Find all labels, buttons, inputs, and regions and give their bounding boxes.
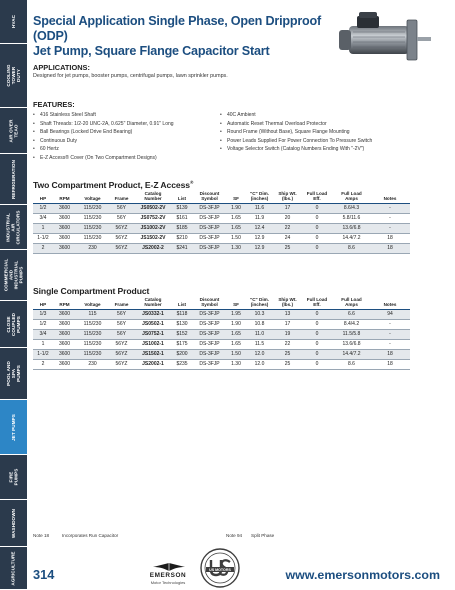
table-row <box>33 213 410 223</box>
cell-rpm: 3600 <box>53 359 76 369</box>
two-compartment-table <box>33 191 410 254</box>
cell-notes: 18 <box>370 349 410 359</box>
cell-c-dim: 12.0 <box>245 349 274 359</box>
cell-catalog-number: JS1002-2V <box>134 223 172 233</box>
cell-full-load-amps: 13.6/6.8 <box>333 223 370 233</box>
col-header-sf: SF <box>227 191 245 203</box>
cell-full-load-amps: 8.6 <box>333 359 370 369</box>
cell-list-price: $152 <box>172 329 192 339</box>
cell-voltage: 115/230 <box>76 349 109 359</box>
col-header-frame: Frame <box>109 297 134 309</box>
col-header-full-load-eff: Full Load Eff. <box>301 297 333 309</box>
two-compartment-heading <box>33 180 193 190</box>
cell-c-dim: 10.3 <box>245 309 274 319</box>
cell-ship-wt: 13 <box>274 309 301 319</box>
sidebar-tab-label: HVAC <box>11 14 16 29</box>
cell-hp: 1 <box>33 223 53 233</box>
table-row <box>33 309 410 319</box>
cell-c-dim: 11.9 <box>245 213 274 223</box>
col-header-discount: Discount Symbol <box>192 297 227 309</box>
note-18-text: Incorporates Run Capacitor <box>62 533 119 538</box>
cell-list-price: $210 <box>172 233 192 243</box>
cell-c-dim: 12.9 <box>245 233 274 243</box>
cell-notes: 18 <box>370 243 410 253</box>
cell-hp: 3/4 <box>33 329 53 339</box>
cell-notes: - <box>370 213 410 223</box>
cell-full-load-amps: 14.4/7.2 <box>333 233 370 243</box>
sidebar-tab-fire-pumps[interactable] <box>0 455 27 500</box>
cell-full-load-eff: 0 <box>301 203 333 213</box>
cell-frame: 56YZ <box>109 243 134 253</box>
cell-rpm: 3600 <box>53 233 76 243</box>
cell-full-load-eff: 0 <box>301 213 333 223</box>
cell-sf: 1.65 <box>227 339 245 349</box>
cell-discount-symbol: DS-3FJP <box>192 339 227 349</box>
features-heading: FEATURES: <box>33 100 75 109</box>
sidebar-tab-commercial-and-industrial-pumps[interactable] <box>0 250 27 301</box>
table-row <box>33 319 410 329</box>
cell-list-price: $241 <box>172 243 192 253</box>
page-number: 314 <box>33 567 55 582</box>
title-line-2: Jet Pump, Square Flange Capacitor Start <box>33 44 270 58</box>
brand-name: EMERSON <box>149 572 187 579</box>
col-header-rpm: RPM <box>53 191 76 203</box>
table-row <box>33 359 410 369</box>
cell-full-load-amps: 6.6 <box>333 309 370 319</box>
cell-rpm: 3600 <box>53 223 76 233</box>
cell-full-load-eff: 0 <box>301 359 333 369</box>
cell-hp: 2 <box>33 359 53 369</box>
cell-sf: 1.30 <box>227 359 245 369</box>
col-header-discount: Discount Symbol <box>192 191 227 203</box>
feature-item: • E-Z Access® Cover (On Two Compartment Designs) <box>33 154 174 163</box>
table-header-row <box>33 297 410 309</box>
cell-discount-symbol: DS-3FJP <box>192 233 227 243</box>
sidebar-tab-label: JET PUMPS <box>11 413 16 441</box>
cell-list-price: $175 <box>172 339 192 349</box>
col-header-c-dim: "C" Dim. (inches) <box>245 297 274 309</box>
cell-ship-wt: 22 <box>274 339 301 349</box>
feature-item: • 40C Ambient <box>220 111 372 120</box>
cell-frame: 56Y <box>109 213 134 223</box>
col-header-ship-wt: Ship Wt. (lbs.) <box>274 297 301 309</box>
col-header-catalog: Catalog Number <box>134 297 172 309</box>
cell-catalog-number: JS2002-2 <box>134 243 172 253</box>
table-row <box>33 203 410 213</box>
cell-c-dim: 12.4 <box>245 223 274 233</box>
col-header-ship-wt: Ship Wt. (lbs.) <box>274 191 301 203</box>
feature-item: • 60 Hertz <box>33 145 174 154</box>
cell-notes: 94 <box>370 309 410 319</box>
table-row <box>33 339 410 349</box>
cell-ship-wt: 25 <box>274 349 301 359</box>
col-header-list: List <box>172 297 192 309</box>
cell-catalog-number: JS1502-2V <box>134 233 172 243</box>
feature-item: • Ball Bearings (Locked Drive End Bearing) <box>33 128 174 137</box>
col-header-sf: SF <box>227 297 245 309</box>
cell-voltage: 115 <box>76 309 109 319</box>
cell-full-load-eff: 0 <box>301 223 333 233</box>
cell-sf: 1.90 <box>227 203 245 213</box>
cell-hp: 2 <box>33 243 53 253</box>
cell-full-load-eff: 0 <box>301 349 333 359</box>
cell-rpm: 3600 <box>53 349 76 359</box>
sidebar-tab-agriculture[interactable] <box>0 547 27 590</box>
cell-rpm: 3600 <box>53 329 76 339</box>
feature-item: • Round Frame (Without Base), Square Flange Mounting <box>220 128 372 137</box>
cell-discount-symbol: DS-3FJP <box>192 203 227 213</box>
cell-hp: 1/2 <box>33 319 53 329</box>
feature-item: • Shaft Threads: 1/2-20 UNC-2A, 0.625" Diameter, 0.91" Long <box>33 120 174 129</box>
seal-text: US MOTORS <box>209 568 231 572</box>
cell-frame: 56Y <box>109 203 134 213</box>
cell-discount-symbol: DS-3FJP <box>192 309 227 319</box>
cell-voltage: 115/230 <box>76 339 109 349</box>
cell-catalog-number: JS1502-1 <box>134 349 172 359</box>
sidebar-tab-refrigeration[interactable] <box>0 154 27 205</box>
sidebar-tab-air-over-teao[interactable] <box>0 108 27 154</box>
cell-full-load-amps: 5.8/11.6 <box>333 213 370 223</box>
cell-voltage: 115/230 <box>76 319 109 329</box>
cell-catalog-number: JS0502-1 <box>134 319 172 329</box>
brand-subtitle: Motor Technologies <box>150 580 186 585</box>
emerson-logo <box>142 562 194 588</box>
sidebar-tab-pool-and-spa-pumps[interactable] <box>0 348 27 400</box>
cell-sf: 1.95 <box>227 309 245 319</box>
table-row <box>33 349 410 359</box>
note-94-text: Split Phase <box>251 533 275 538</box>
cell-full-load-amps: 11.5/5.8 <box>333 329 370 339</box>
cell-ship-wt: 24 <box>274 233 301 243</box>
sidebar-tab-industrial-air-circulators[interactable] <box>0 205 27 250</box>
cell-full-load-amps: 8.6 <box>333 243 370 253</box>
cell-ship-wt: 19 <box>274 329 301 339</box>
sidebar-tab-label: COMMERCIAL AND INDUSTRIAL PUMPS <box>3 258 24 292</box>
cell-notes: - <box>370 319 410 329</box>
applications-text: Designed for jet pumps, booster pumps, centrifugal pumps, lawn sprinkler pumps. <box>33 73 228 79</box>
cell-voltage: 115/230 <box>76 203 109 213</box>
cell-voltage: 115/230 <box>76 223 109 233</box>
cell-full-load-eff: 0 <box>301 339 333 349</box>
cell-list-price: $200 <box>172 349 192 359</box>
feature-item: • Automatic Reset Thermal Overload Protector <box>220 120 372 129</box>
cell-hp: 1/3 <box>33 309 53 319</box>
feature-item: • Voltage Selector Switch (Catalog Numbers Ending With "-2V") <box>220 145 372 154</box>
cell-catalog-number: JS0752-2V <box>134 213 172 223</box>
title-line-1: Special Application Single Phase, Open Dripproof (ODP) <box>33 14 322 43</box>
cell-list-price: $118 <box>172 309 192 319</box>
sidebar-tab-label: COOLING TOWER DUTY <box>6 64 21 87</box>
website-url[interactable]: www.emersonmotors.com <box>285 568 440 582</box>
cell-rpm: 3600 <box>53 319 76 329</box>
cell-c-dim: 11.0 <box>245 329 274 339</box>
col-header-rpm: RPM <box>53 297 76 309</box>
col-header-catalog: Catalog Number <box>134 191 172 203</box>
cell-frame: 56YZ <box>109 223 134 233</box>
col-header-list: List <box>172 191 192 203</box>
cell-list-price: $235 <box>172 359 192 369</box>
cell-list-price: $185 <box>172 223 192 233</box>
table-header-row <box>33 191 410 203</box>
cell-sf: 1.90 <box>227 319 245 329</box>
cell-ship-wt: 17 <box>274 203 301 213</box>
emerson-logo-mark-icon <box>149 562 189 572</box>
cell-ship-wt: 20 <box>274 213 301 223</box>
col-header-full-load-eff: Full Load Eff. <box>301 191 333 203</box>
cell-catalog-number: JS1002-1 <box>134 339 172 349</box>
col-header-voltage: Voltage <box>76 191 109 203</box>
single-compartment-heading: Single Compartment Product <box>33 286 150 296</box>
cell-discount-symbol: DS-3FJP <box>192 213 227 223</box>
sidebar-tab-hvac[interactable] <box>0 0 27 44</box>
category-sidebar <box>0 0 27 590</box>
cell-frame: 56YZ <box>109 359 134 369</box>
cell-notes: - <box>370 329 410 339</box>
cell-rpm: 3600 <box>53 213 76 223</box>
col-header-full-load-amps: Full Load Amps <box>333 191 370 203</box>
sidebar-tab-label: AGRICULTURE <box>11 550 17 586</box>
cell-c-dim: 10.8 <box>245 319 274 329</box>
cell-c-dim: 11.5 <box>245 339 274 349</box>
table-row <box>33 243 410 253</box>
col-header-frame: Frame <box>109 191 134 203</box>
sidebar-tab-label: AIR OVER TEAO <box>8 119 19 143</box>
cell-rpm: 3600 <box>53 243 76 253</box>
cell-frame: 56Y <box>109 329 134 339</box>
cell-full-load-amps: 8.4/4.2 <box>333 319 370 329</box>
cell-catalog-number: JS0502-2V <box>134 203 172 213</box>
cell-voltage: 115/230 <box>76 233 109 243</box>
sidebar-tab-label: WASHDOWN <box>11 508 16 538</box>
single-compartment-table <box>33 297 410 370</box>
sidebar-tab-label: INDUSTRIAL AIR CIRCULATORS <box>6 209 22 245</box>
note-18-id: Note 18 <box>33 533 50 538</box>
cell-rpm: 3600 <box>53 309 76 319</box>
cell-sf: 1.65 <box>227 223 245 233</box>
sidebar-tab-close-coupled-pumps[interactable] <box>0 301 27 348</box>
col-header-full-load-amps: Full Load Amps <box>333 297 370 309</box>
cell-full-load-amps: 8.6/4.3 <box>333 203 370 213</box>
cell-ship-wt: 17 <box>274 319 301 329</box>
feature-item: • 416 Stainless Steel Shaft <box>33 111 174 120</box>
cell-frame: 56Y <box>109 309 134 319</box>
cell-c-dim: 12.0 <box>245 359 274 369</box>
col-header-hp: HP <box>33 191 53 203</box>
cell-ship-wt: 25 <box>274 359 301 369</box>
cell-hp: 1-1/2 <box>33 349 53 359</box>
cell-discount-symbol: DS-3FJP <box>192 223 227 233</box>
sidebar-tab-label: REFRIGERATION <box>11 159 16 199</box>
cell-sf: 1.50 <box>227 349 245 359</box>
cell-list-price: $139 <box>172 203 192 213</box>
sidebar-tab-washdown[interactable] <box>0 500 27 547</box>
cell-notes: - <box>370 223 410 233</box>
cell-notes: 18 <box>370 233 410 243</box>
cell-voltage: 115/230 <box>76 213 109 223</box>
col-header-voltage: Voltage <box>76 297 109 309</box>
col-header-notes: Notes <box>370 191 410 203</box>
applications-heading: APPLICATIONS: <box>33 63 90 72</box>
cell-discount-symbol: DS-3FJP <box>192 319 227 329</box>
cell-notes: 18 <box>370 359 410 369</box>
cell-discount-symbol: DS-3FJP <box>192 329 227 339</box>
table-row <box>33 329 410 339</box>
cell-voltage: 230 <box>76 243 109 253</box>
col-header-hp: HP <box>33 297 53 309</box>
cell-hp: 1/2 <box>33 203 53 213</box>
cell-notes: - <box>370 339 410 349</box>
col-header-notes: Notes <box>370 297 410 309</box>
cell-full-load-eff: 0 <box>301 233 333 243</box>
cell-catalog-number: JS2002-1 <box>134 359 172 369</box>
registered-mark: ® <box>189 180 194 186</box>
cell-ship-wt: 25 <box>274 243 301 253</box>
sidebar-tab-label: CLOSE COUPLED PUMPS <box>6 312 21 336</box>
sidebar-tab-label: POOL AND SPA PUMPS <box>6 361 21 386</box>
note-94-id: Note 94 <box>226 533 243 538</box>
cell-voltage: 230 <box>76 359 109 369</box>
cell-sf: 1.30 <box>227 243 245 253</box>
us-motors-seal-icon <box>200 548 240 588</box>
jet-pump-motor-image <box>333 4 433 62</box>
cell-full-load-eff: 0 <box>301 319 333 329</box>
cell-discount-symbol: DS-3FJP <box>192 359 227 369</box>
cell-full-load-amps: 13.6/6.8 <box>333 339 370 349</box>
page-title <box>33 14 333 59</box>
features-list-left <box>33 111 174 162</box>
cell-discount-symbol: DS-3FJP <box>192 349 227 359</box>
cell-catalog-number: JS0332-1 <box>134 309 172 319</box>
sidebar-tab-label: FIRE PUMPS <box>8 468 19 486</box>
sidebar-tab-cooling-tower-duty[interactable] <box>0 44 27 108</box>
cell-rpm: 3600 <box>53 203 76 213</box>
table-row <box>33 233 410 243</box>
cell-frame: 56YZ <box>109 349 134 359</box>
cell-hp: 3/4 <box>33 213 53 223</box>
sidebar-tab-jet-pumps[interactable] <box>0 400 27 455</box>
cell-c-dim: 11.6 <box>245 203 274 213</box>
cell-voltage: 115/230 <box>76 329 109 339</box>
two-compartment-heading-text: Two Compartment Product, E-Z Access <box>33 180 190 190</box>
cell-list-price: $130 <box>172 319 192 329</box>
cell-hp: 1 <box>33 339 53 349</box>
cell-frame: 56Y <box>109 319 134 329</box>
cell-full-load-eff: 0 <box>301 309 333 319</box>
cell-discount-symbol: DS-3FJP <box>192 243 227 253</box>
cell-hp: 1-1/2 <box>33 233 53 243</box>
cell-sf: 1.65 <box>227 213 245 223</box>
features-list-right <box>220 111 372 154</box>
cell-full-load-amps: 14.4/7.2 <box>333 349 370 359</box>
cell-c-dim: 12.9 <box>245 243 274 253</box>
col-header-c-dim: "C" Dim. (inches) <box>245 191 274 203</box>
cell-list-price: $161 <box>172 213 192 223</box>
cell-full-load-eff: 0 <box>301 243 333 253</box>
cell-ship-wt: 22 <box>274 223 301 233</box>
cell-rpm: 3600 <box>53 339 76 349</box>
cell-catalog-number: JS0752-1 <box>134 329 172 339</box>
cell-frame: 56YZ <box>109 233 134 243</box>
cell-sf: 1.65 <box>227 329 245 339</box>
cell-notes: - <box>370 203 410 213</box>
feature-item: • Power Leads Supplied For Power Connection To Pressure Switch <box>220 137 372 146</box>
cell-frame: 56YZ <box>109 339 134 349</box>
feature-item: • Continuous Duty <box>33 137 174 146</box>
table-row <box>33 223 410 233</box>
cell-full-load-eff: 0 <box>301 329 333 339</box>
cell-sf: 1.50 <box>227 233 245 243</box>
